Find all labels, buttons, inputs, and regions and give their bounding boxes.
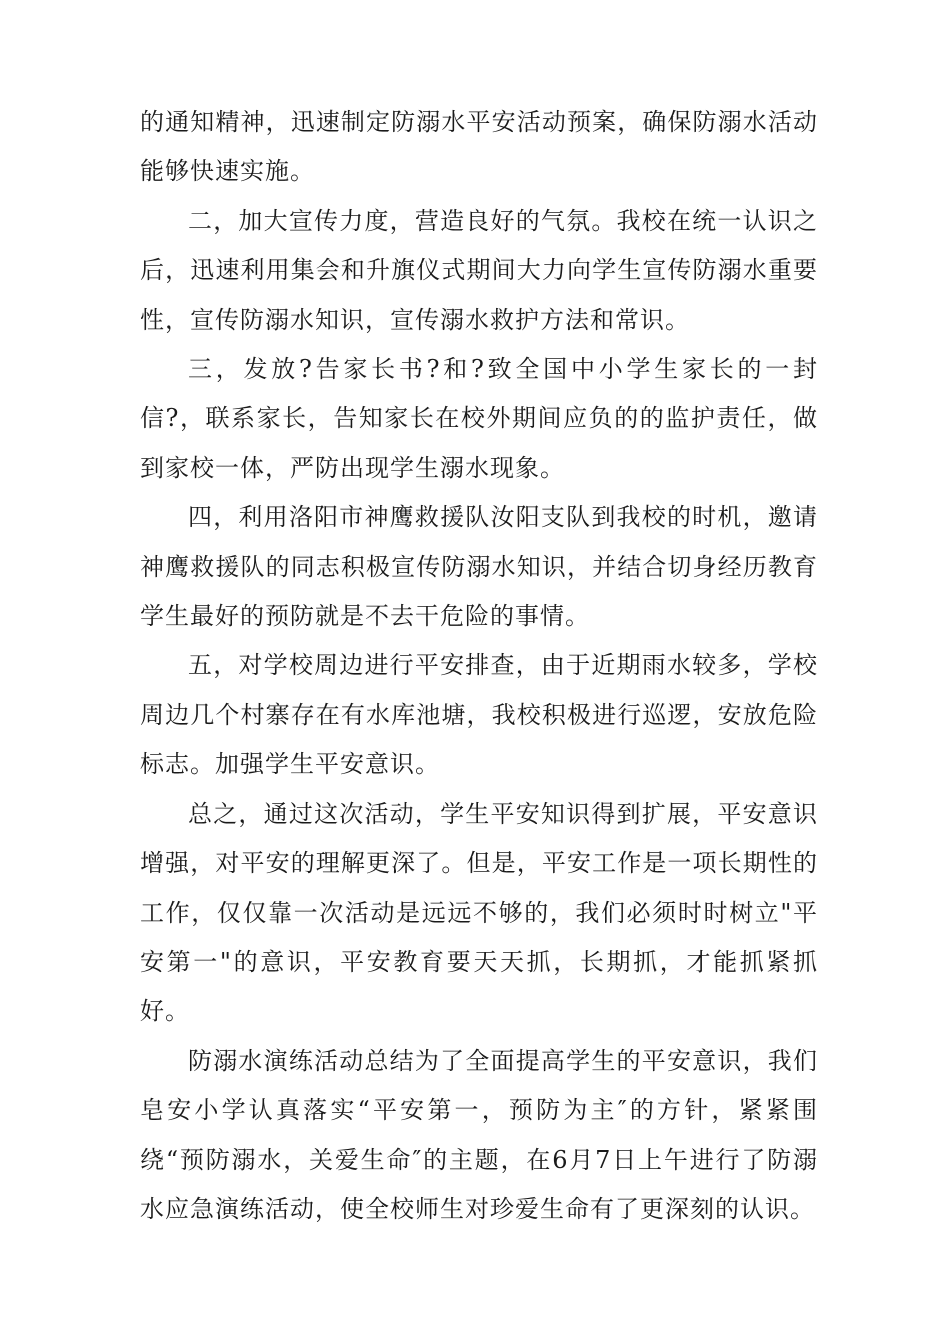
- paragraph-item-5: 五，对学校周边进行平安排查，由于近期雨水较多，学校周边几个村寨存在有水库池塘，我校积极进行巡逻，安放危险标志。加强学生平安意识。: [140, 651, 818, 779]
- paragraph-item-4: 四，利用洛阳市神鹰救援队汝阳支队到我校的时机，邀请神鹰救援队的同志积极宣传防溺水知识，并结合切身经历教育学生最好的预防就是不去干危险的事情。: [140, 503, 818, 631]
- paragraph-continuation: 的通知精神，迅速制定防溺水平安活动预案，确保防溺水活动能够快速实施。: [140, 108, 818, 186]
- paragraph-item-3: 三，发放?告家长书?和?致全国中小学生家长的一封信?，联系家长，告知家长在校外期间应负的的监护责任，做到家校一体，严防出现学生溺水现象。: [140, 355, 818, 482]
- paragraph-item-2: 二，加大宣传力度，营造良好的气氛。我校在统一认识之后，迅速利用集会和升旗仪式期间大力向学生宣传防溺水重要性，宣传防溺水知识，宣传溺水救护方法和常识。: [140, 206, 818, 334]
- document-body: [140, 98, 818, 1234]
- paragraph-summary: 总之，通过这次活动，学生平安知识得到扩展，平安意识增强，对平安的理解更深了。但是，平安工作是一项长期性的工作，仅仅靠一次活动是远远不够的，我们必须时时树立"平安第一"的意识，平安教育要天天抓，长期抓，才能抓紧抓好。: [140, 799, 818, 1026]
- paragraph-drill-summary: 防溺水演练活动总结为了全面提高学生的平安意识，我们皂安小学认真落实“平安第一，预防为主″的方针，紧紧围绕“预防溺水，关爱生命″的主题，在6月7日上午进行了防溺水应急演练活动，使全校师生对珍爱生命有了更深刻的认识。: [140, 1046, 818, 1223]
